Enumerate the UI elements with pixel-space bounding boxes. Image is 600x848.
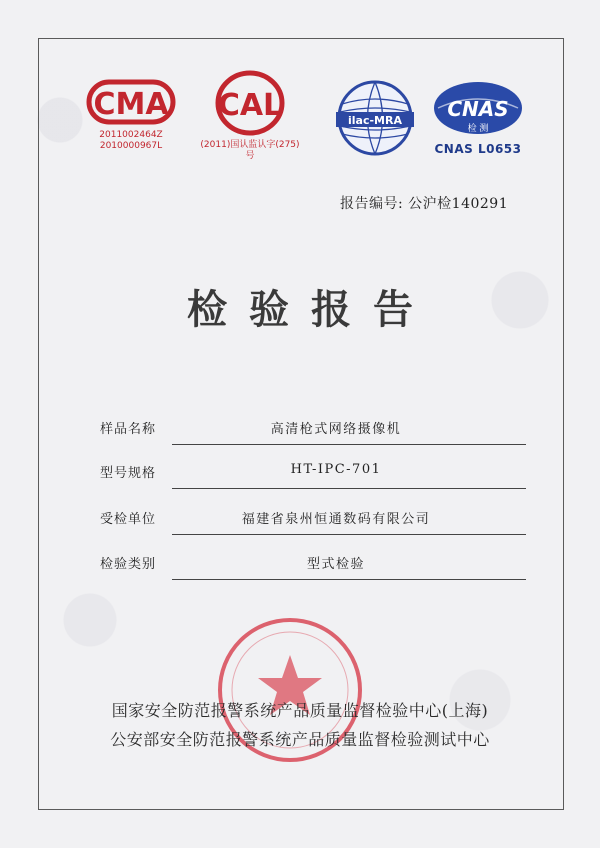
cma-mark-text: CMA <box>93 87 169 122</box>
field-label: 样品名称 <box>100 422 157 437</box>
field-label: 检验类别 <box>100 557 157 572</box>
field-underline <box>172 488 526 489</box>
field-label: 受检单位 <box>100 512 157 527</box>
cma-logo <box>86 78 176 152</box>
cma-code-1: 2011002464Z <box>99 130 163 140</box>
ilac-globe-icon <box>330 78 420 162</box>
field-sample-name <box>100 418 500 448</box>
field-label: 型号规格 <box>100 466 157 481</box>
field-value: HT-IPC-701 <box>290 462 382 477</box>
field-value: 高清枪式网络摄像机 <box>270 422 402 437</box>
page-title: 检验报告 <box>187 286 435 333</box>
cal-logo <box>200 70 300 162</box>
report-number <box>340 193 508 213</box>
ilac-mra-logo <box>330 78 420 166</box>
field-value: 福建省泉州恒通数码有限公司 <box>241 512 431 527</box>
cal-mark-icon <box>200 70 300 136</box>
cnas-sub-text: 检 测 <box>467 124 489 134</box>
report-number-value: 公沪检140291 <box>408 196 509 212</box>
cnas-mark-text: CNAS <box>447 97 509 121</box>
report-number-label: 报告编号: <box>340 196 404 212</box>
cnas-logo <box>430 80 526 155</box>
cal-code: (2011)国认监认字(275)号 <box>200 140 300 161</box>
cnas-globe-icon <box>430 80 526 140</box>
issuer-line-2: 公安部安全防范报警系统产品质量监督检验测试中心 <box>110 730 490 749</box>
cma-mark-icon <box>86 78 176 126</box>
field-client <box>100 508 500 538</box>
issuer-line-1: 国家安全防范报警系统产品质量监督检验中心(上海) <box>111 701 489 720</box>
field-model <box>100 462 500 492</box>
field-value: 型式检验 <box>306 557 365 572</box>
cal-mark-text: CAL <box>217 88 283 123</box>
cnas-code: CNAS L0653 <box>434 142 522 156</box>
ilac-mark-text: ilac-MRA <box>348 114 402 127</box>
field-inspection-type <box>100 553 500 583</box>
field-underline <box>172 579 526 580</box>
cma-code-2: 2010000967L <box>99 141 163 151</box>
field-underline <box>172 534 526 535</box>
field-underline <box>172 444 526 445</box>
